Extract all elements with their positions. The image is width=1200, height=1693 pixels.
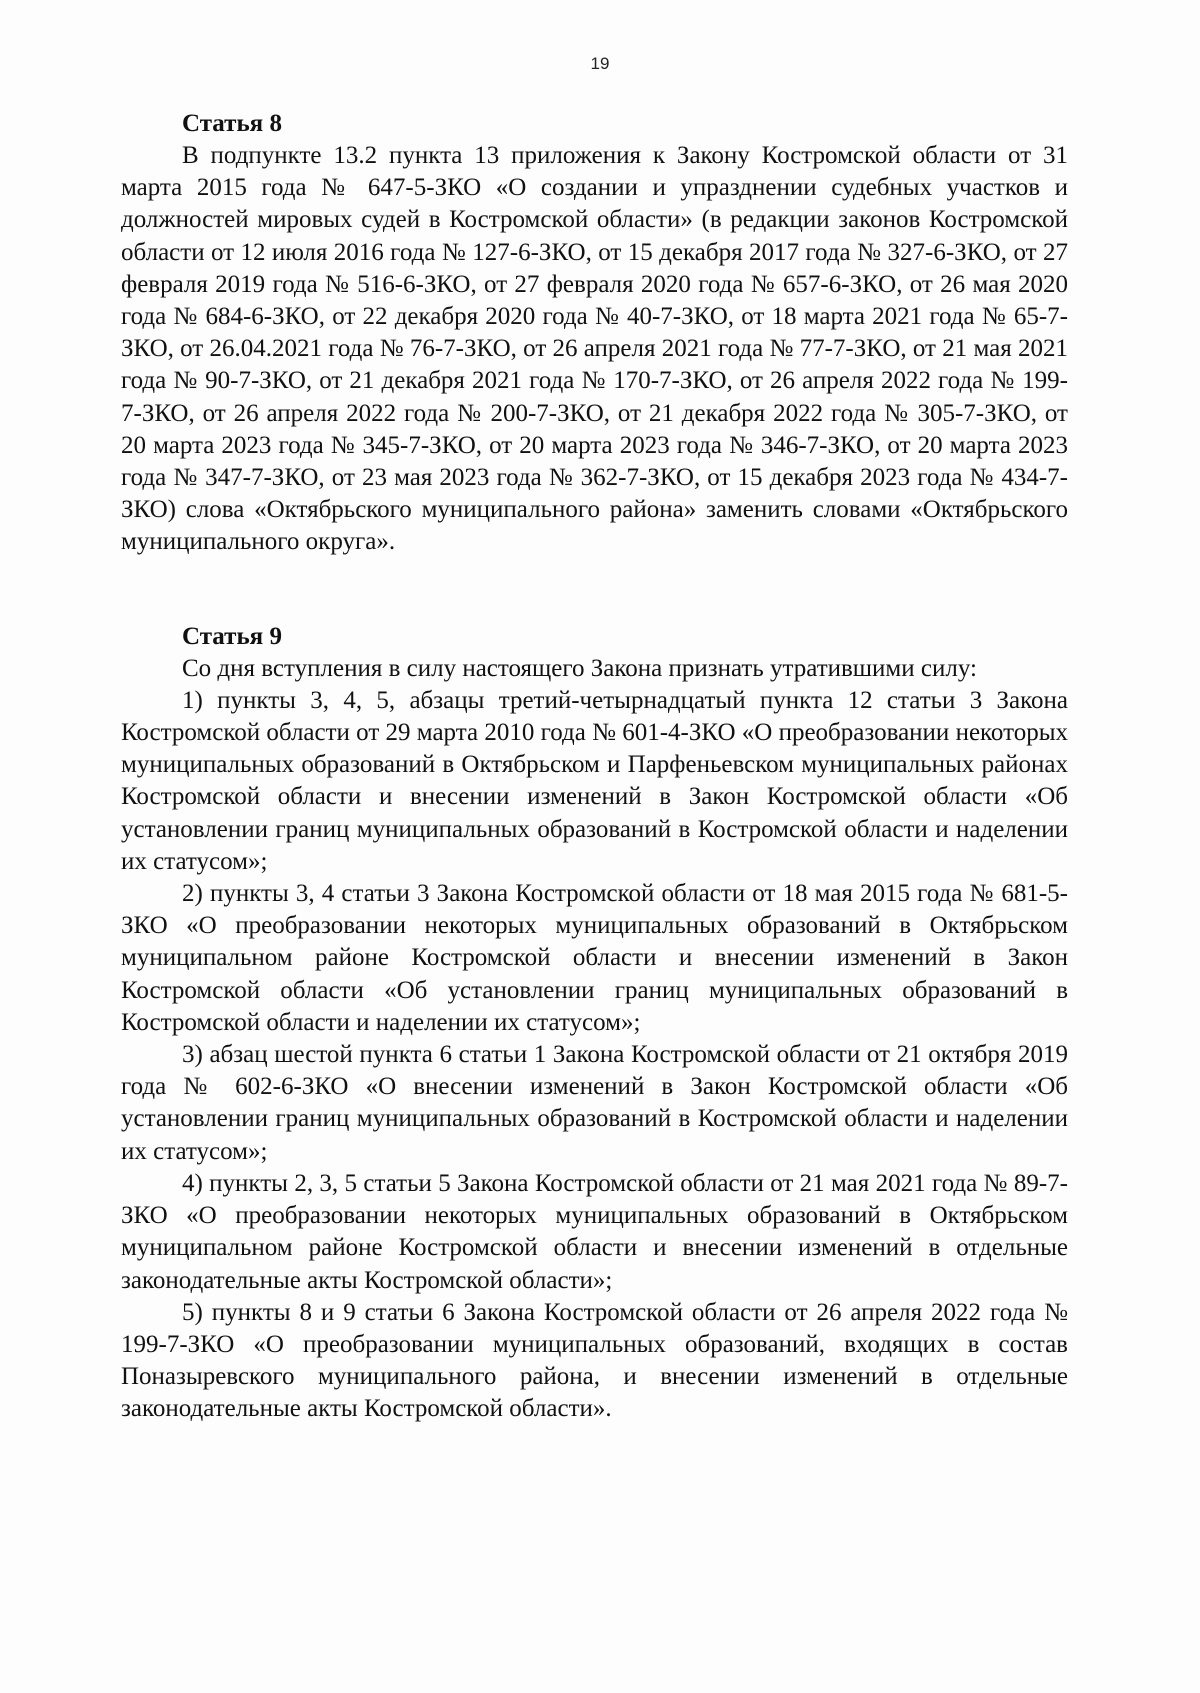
article-9 [121,621,1068,1426]
list-item: 2) пункты 3, 4 статьи 3 Закона Костромской области от 18 мая 2015 года № 681-5-ЗКО «О преобразовании некоторых муниципальных образований в Октябрьском муниципальном районе Костромской области и внесении изменений в Закон Костромской области «Об установлении границ муниципальных образований в Костромской области и наделении их статусом»; [121,880,1068,1036]
page-number: 19 [590,54,610,73]
article-spacer [121,559,1068,621]
list-item: 1) пункты 3, 4, 5, абзацы третий-четырнадцатый пункта 12 статьи 3 Закона Костромской области от 29 марта 2010 года № 601-4-ЗКО «О преобразовании некоторых муниципальных образований в Октябрьском и Парфеньевском муниципальных районах Костромской области и внесении изменений в Закон Костромской области «Об установлении границ муниципальных образований в Костромской области и наделении их статусом»; [121,686,1068,875]
article-paragraph: В подпункте 13.2 пункта 13 приложения к Закону Костромской области от 31 марта 2015 года № 647-5-ЗКО «О создании и упразднении судебных участков и должностей мировых судей в Костромской области» (в редакции законов Костромской области от 12 июля 2016 года № 127-6-ЗКО, от 15 декабря 2017 года № 327-6-ЗКО, от 27 февраля 2019 года № 516-6-ЗКО, от 27 февраля 2020 года № 657-6-ЗКО, от 26 мая 2020 года № 684-6-ЗКО, от 22 декабря 2020 года № 40-7-ЗКО, от 18 марта 2021 года № 65-7-ЗКО, от 26.04.2021 года № 76-7-ЗКО, от 26 апреля 2021 года № 77-7-ЗКО, от 21 мая 2021 года № 90-7-ЗКО, от 21 декабря 2021 года № 170-7-ЗКО, от 26 апреля 2022 года № 199-7-ЗКО, от 26 апреля 2022 года № 200-7-ЗКО, от 21 декабря 2022 года № 305-7-ЗКО, от 20 марта 2023 года № 345-7-ЗКО, от 20 марта 2023 года № 346-7-ЗКО, от 20 марта 2023 года № 347-7-ЗКО, от 23 мая 2023 года № 362-7-ЗКО, от 15 декабря 2023 года № 434-7-ЗКО) слова «Октябрьского муниципального района» заменить словами «Октябрьского муниципального округа». [121,142,1068,556]
article-8 [121,108,1068,559]
article-paragraph: Со дня вступления в силу настоящего Закона признать утратившими силу: [182,654,977,682]
list-item: 4) пункты 2, 3, 5 статьи 5 Закона Костромской области от 21 мая 2021 года № 89-7-ЗКО «О преобразовании некоторых муниципальных образований в Октябрьском муниципальном районе Костромской области и внесении изменений в отдельные законодательные акты Костромской области»; [121,1169,1068,1294]
article-title: Статья 8 [182,110,282,137]
list-item: 5) пункты 8 и 9 статьи 6 Закона Костромской области от 26 апреля 2022 года № 199-7-ЗКО «О преобразовании муниципальных образований, входящих в состав Поназыревского муниципального района, и внесении изменений в отдельные законодательные акты Костромской области». [121,1298,1068,1423]
article-title: Статья 9 [182,622,282,650]
list-item: 3) абзац шестой пункта 6 статьи 1 Закона Костромской области от 21 октября 2019 года № 602-6-ЗКО «О внесении изменений в Закон Костромской области «Об установлении границ муниципальных образований в Костромской области и наделении их статусом»; [121,1041,1068,1165]
document-body [121,108,1068,1426]
